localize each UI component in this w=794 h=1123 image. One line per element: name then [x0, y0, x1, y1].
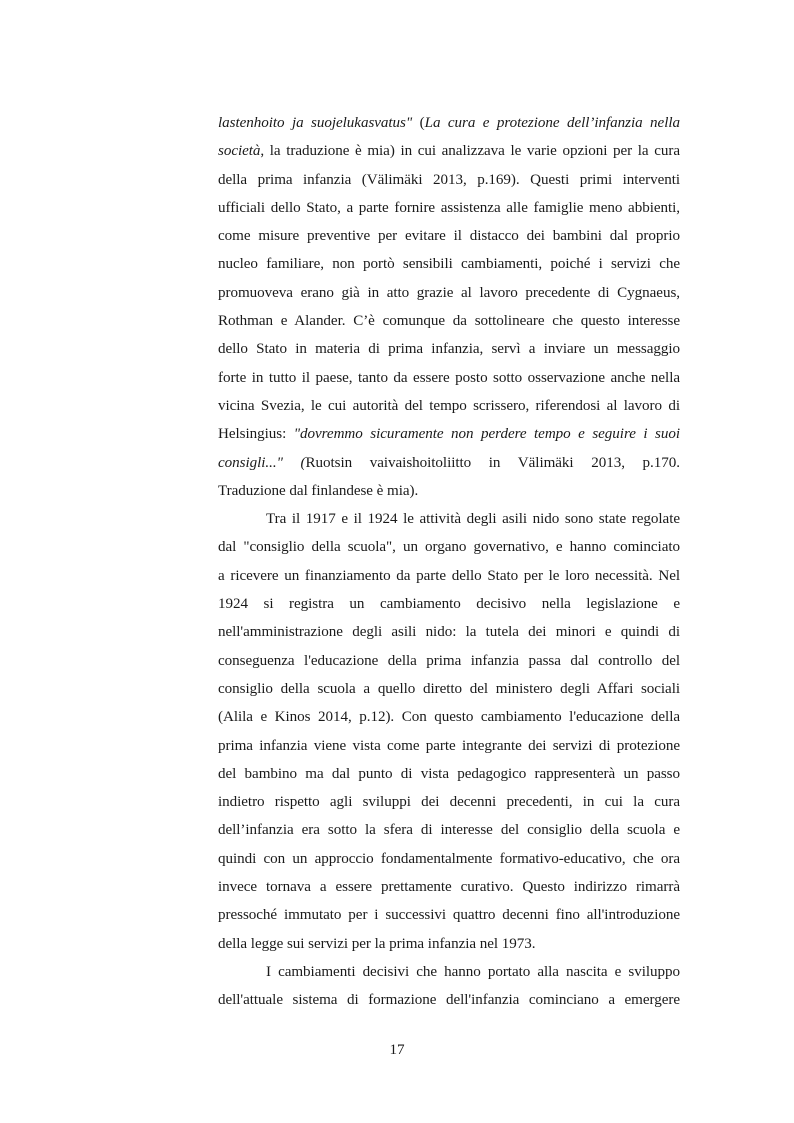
- text-segment: Helsingius:: [218, 426, 294, 443]
- italic-segment: La cura e protezione dell’infanzia nella: [424, 115, 680, 131]
- italic-segment: "dovremmo sicuramente non perdere tempo e seguire i suoi: [293, 426, 680, 443]
- text-line: Traduzione dal finlandese è mia).: [218, 482, 419, 499]
- text-line: come misure preventive per evitare il distacco dei bambini dal proprio: [218, 228, 680, 245]
- page-number: 17: [389, 1042, 405, 1058]
- text-line: [218, 420, 680, 448]
- text-line: [218, 449, 680, 477]
- text-line: invece tornava a essere prettamente curativo. Questo indirizzo rimarrà: [218, 879, 680, 896]
- text-segment: , la traduzione è mia) in cui analizzava le varie opzioni per la cura: [260, 143, 680, 160]
- text-line: dell’infanzia era sotto la sfera di interesse del consiglio della scuola e: [218, 822, 680, 839]
- text-line: della legge sui servizi per la prima infanzia nel 1973.: [218, 935, 536, 952]
- body-text: [218, 109, 680, 1015]
- text-line: a ricevere un finanziamento da parte dello Stato per le loro necessità. Nel: [218, 567, 680, 584]
- text-line: nucleo familiare, non portò sensibili cambiamenti, poiché i servizi che: [218, 256, 680, 273]
- text-line: [218, 109, 680, 137]
- text-line: [218, 137, 680, 165]
- italic-segment: consigli..." (: [218, 454, 306, 471]
- text-line: indietro rispetto agli sviluppi dei decenni precedenti, in cui la cura: [218, 794, 680, 811]
- text-line: 1924 si registra un cambiamento decisivo nella legislazione e: [218, 596, 680, 613]
- text-line: consiglio della scuola a quello diretto del ministero degli Affari sociali: [218, 680, 680, 697]
- text-line: (Alila e Kinos 2014, p.12). Con questo cambiamento l'educazione della: [218, 709, 680, 726]
- text-line: del bambino ma dal punto di vista pedagogico rappresenterà un passo: [218, 765, 680, 782]
- text-line: nell'amministrazione degli asili nido: la tutela dei minori e quindi di: [218, 624, 680, 641]
- italic-segment: lastenhoito ja suojelukasvatus": [218, 115, 413, 131]
- text-line: Rothman e Alander. C’è comunque da sottolineare che questo interesse: [218, 313, 680, 330]
- text-segment: Ruotsin vaivaishoitoliitto in Välimäki 2013, p.170.: [305, 454, 680, 471]
- text-line: conseguenza l'educazione della prima infanzia passa dal controllo del: [218, 652, 680, 669]
- text-line: dal "consiglio della scuola", un organo governativo, e hanno cominciato: [218, 539, 680, 556]
- text-line: I cambiamenti decisivi che hanno portato alla nascita e sviluppo: [266, 963, 680, 980]
- text-line: prima infanzia viene vista come parte integrante dei servizi di protezione: [218, 737, 680, 754]
- text-line: Tra il 1917 e il 1924 le attività degli asili nido sono state regolate: [266, 511, 680, 528]
- text-line: forte in tutto il paese, tanto da essere posto sotto osservazione anche nella: [218, 369, 680, 386]
- text-line: della prima infanzia (Välimäki 2013, p.169). Questi primi interventi: [218, 171, 680, 188]
- text-line: promuoveva erano già in atto grazie al lavoro precedente di Cygnaeus,: [218, 284, 680, 301]
- text-line: quindi con un approccio fondamentalmente formativo-educativo, che ora: [218, 850, 680, 867]
- text-line: dell'attuale sistema di formazione dell'infanzia cominciano a emergere: [218, 992, 680, 1009]
- text-line: pressoché immutato per i successivi quattro decenni fino all'introduzione: [218, 907, 680, 924]
- text-line: dello Stato in materia di prima infanzia, servì a inviare un messaggio: [218, 341, 680, 358]
- italic-segment: società: [218, 143, 261, 160]
- text-line: ufficiali dello Stato, a parte fornire assistenza alle famiglie meno abbienti,: [218, 199, 680, 216]
- text-segment: (: [412, 115, 425, 131]
- text-line: vicina Svezia, le cui autorità del tempo scrissero, riferendosi al lavoro di: [218, 397, 680, 414]
